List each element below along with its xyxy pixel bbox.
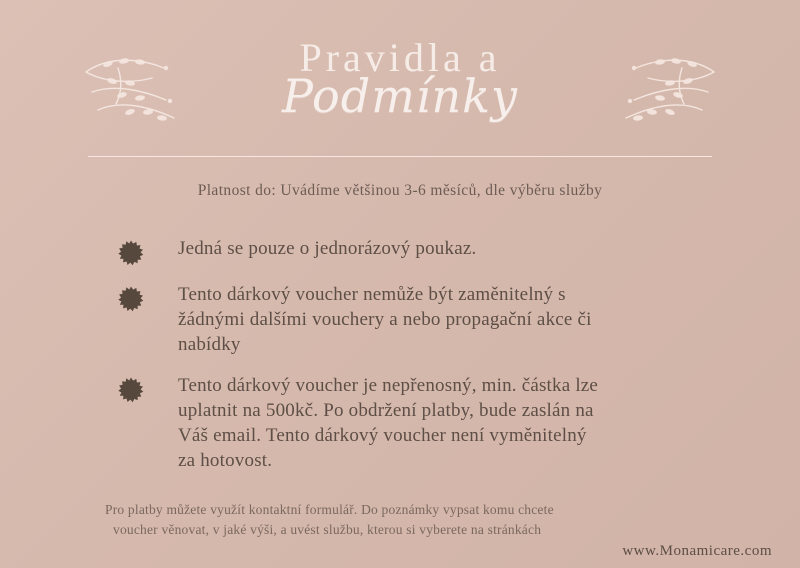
list-item-text: Tento dárkový voucher nemůže být zaměnitelný s žádnými dalšími vouchery a nebo propagační akce či nabídky bbox=[178, 284, 592, 356]
starburst-bullet-icon bbox=[118, 240, 144, 266]
list-item-text: Jedná se pouze o jednorázový poukaz. bbox=[178, 238, 477, 259]
title-line-2: Podmínky bbox=[281, 69, 519, 123]
card-header bbox=[0, 0, 800, 150]
rules-list bbox=[118, 236, 710, 490]
website-url[interactable]: www.Monamicare.com bbox=[622, 543, 772, 559]
starburst-bullet-icon bbox=[118, 286, 144, 312]
validity-text: Platnost do: Uvádíme většinou 3-6 měsíců, dle výběru služby bbox=[197, 182, 603, 199]
list-item bbox=[118, 282, 710, 357]
header-divider bbox=[88, 156, 712, 157]
list-item bbox=[118, 236, 710, 266]
footer-note-line-2: voucher věnovat, v jaké výši, a uvést službu, kterou si vyberete na stránkách bbox=[113, 521, 542, 537]
starburst-bullet-icon bbox=[118, 377, 144, 403]
list-item bbox=[118, 373, 710, 473]
list-item-text: Tento dárkový voucher je nepřenosný, min. částka lze uplatnit na 500kč. Po obdržení platby, bude zaslán na Váš email. Tento dárkový voucher není vyměnitelný za hotovost. bbox=[178, 375, 599, 472]
footer-note bbox=[105, 500, 730, 539]
title-line-1: Pravidla a bbox=[299, 35, 501, 80]
page-title bbox=[0, 35, 800, 123]
footer-note-line-1: Pro platby můžete využít kontaktní formulář. Do poznámky vypsat komu chcete bbox=[105, 502, 554, 517]
